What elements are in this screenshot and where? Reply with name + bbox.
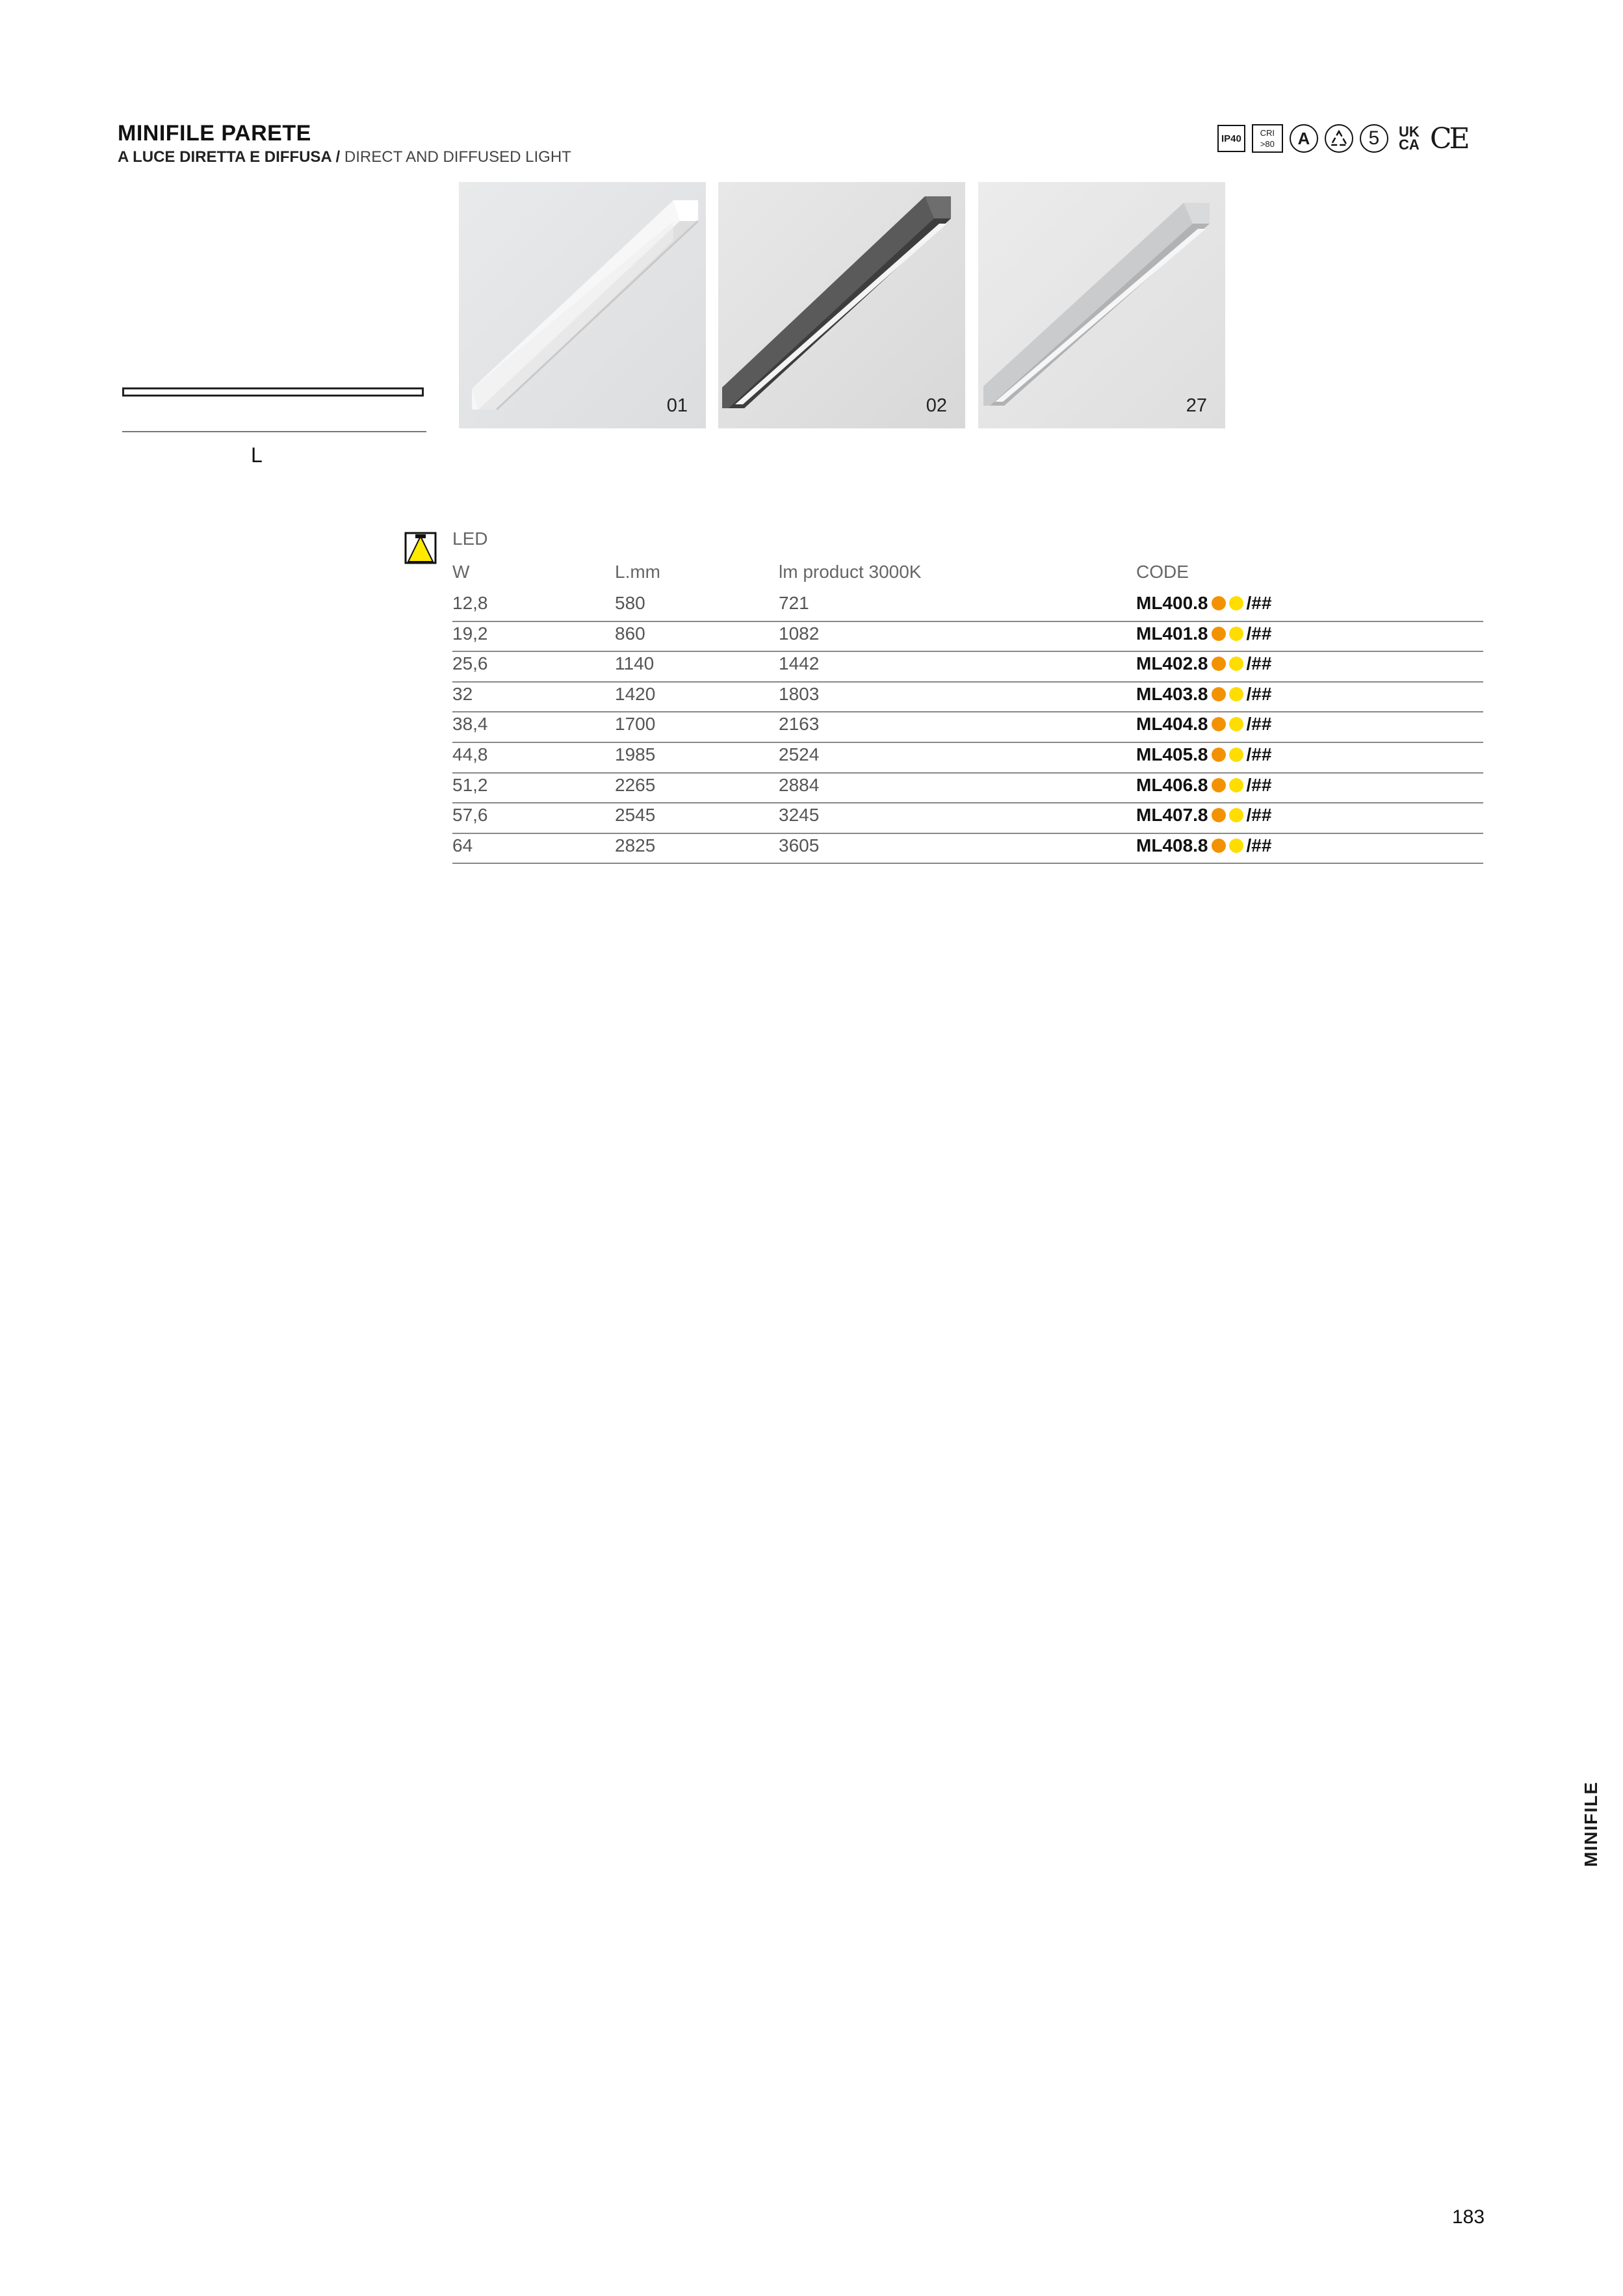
code-suffix: /## xyxy=(1246,593,1272,613)
cell-watt: 12,8 xyxy=(452,593,488,613)
grey-lamp-image xyxy=(978,182,1225,428)
finish-photo-white xyxy=(459,182,706,428)
recycle-triangle-icon xyxy=(1329,129,1349,148)
column-header-lumen: lm product 3000K xyxy=(779,562,922,582)
finish-code-01: 01 xyxy=(666,395,688,416)
cell-code xyxy=(1136,623,1271,644)
product-code: ML407.8 xyxy=(1136,805,1208,826)
subtitle-english: DIRECT AND DIFFUSED LIGHT xyxy=(344,148,571,166)
table-row xyxy=(452,803,1483,834)
cell-code xyxy=(1136,775,1271,796)
product-table xyxy=(452,592,1483,864)
cell-watt: 32 xyxy=(452,683,473,704)
orange-dot-icon xyxy=(1212,808,1226,822)
cell-lumen: 2884 xyxy=(779,774,820,795)
cell-watt: 38,4 xyxy=(452,714,488,735)
energy-class-a-icon: A xyxy=(1290,124,1318,153)
cell-lumen: 721 xyxy=(779,593,809,613)
code-suffix: /## xyxy=(1246,835,1272,855)
cell-code xyxy=(1136,714,1271,735)
certification-icons xyxy=(1217,121,1468,156)
ukca-icon xyxy=(1395,125,1423,151)
cell-length: 1140 xyxy=(615,653,655,674)
cell-code xyxy=(1136,744,1271,765)
table-row xyxy=(452,652,1483,683)
cell-lumen: 1803 xyxy=(779,683,820,704)
page-number: 183 xyxy=(1452,2206,1485,2228)
cell-lumen: 2524 xyxy=(779,744,820,764)
yellow-dot-icon xyxy=(1229,627,1243,641)
yellow-dot-icon xyxy=(1229,657,1243,671)
product-code: ML400.8 xyxy=(1136,593,1208,613)
cell-watt: 44,8 xyxy=(452,744,488,764)
product-code: ML404.8 xyxy=(1136,714,1208,735)
ce-icon: CE xyxy=(1429,122,1468,155)
code-suffix: /## xyxy=(1246,714,1272,735)
cell-code xyxy=(1136,805,1271,826)
cell-lumen: 1442 xyxy=(779,653,820,674)
cell-length: 1700 xyxy=(615,714,656,735)
table-row xyxy=(452,743,1483,774)
white-lamp-image xyxy=(459,182,706,428)
dimension-label: L xyxy=(251,443,263,467)
orange-dot-icon xyxy=(1212,717,1226,731)
yellow-dot-icon xyxy=(1229,717,1243,731)
subtitle-italian: A LUCE DIRETTA E DIFFUSA / xyxy=(118,148,341,166)
code-suffix: /## xyxy=(1246,623,1272,644)
table-row xyxy=(452,592,1483,622)
orange-dot-icon xyxy=(1212,657,1226,671)
dimension-line xyxy=(122,431,426,432)
light-source-label: LED xyxy=(452,528,488,549)
code-suffix: /## xyxy=(1246,805,1272,826)
cell-lumen: 1082 xyxy=(779,623,820,644)
orange-dot-icon xyxy=(1212,839,1226,853)
yellow-dot-icon xyxy=(1229,596,1243,610)
cri-icon xyxy=(1252,124,1283,153)
column-header-watt: W xyxy=(452,562,470,582)
finish-code-27: 27 xyxy=(1186,395,1207,416)
ukca-top: UK xyxy=(1398,124,1420,140)
cell-code xyxy=(1136,684,1271,705)
lamp-side-view-drawing xyxy=(122,387,424,397)
cell-lumen: 3245 xyxy=(779,805,820,826)
table-row xyxy=(452,683,1483,713)
recycle-icon xyxy=(1325,124,1353,153)
product-code: ML405.8 xyxy=(1136,744,1208,764)
code-suffix: /## xyxy=(1246,774,1272,795)
cell-length: 1420 xyxy=(615,683,656,704)
code-suffix: /## xyxy=(1246,653,1272,674)
finish-photo-anthracite xyxy=(718,182,965,428)
cell-length: 1985 xyxy=(615,744,656,764)
orange-dot-icon xyxy=(1212,748,1226,762)
warranty-5-years-icon: 5 xyxy=(1360,124,1388,153)
cell-length: 2545 xyxy=(615,805,656,826)
orange-dot-icon xyxy=(1212,778,1226,792)
cell-watt: 57,6 xyxy=(452,805,488,826)
finish-code-02: 02 xyxy=(926,395,947,416)
cell-watt: 19,2 xyxy=(452,623,488,644)
cell-lumen: 2163 xyxy=(779,714,820,735)
cell-code xyxy=(1136,835,1271,856)
orange-dot-icon xyxy=(1212,627,1226,641)
product-subtitle xyxy=(118,148,571,166)
product-code: ML401.8 xyxy=(1136,623,1208,644)
product-code: ML403.8 xyxy=(1136,683,1208,704)
finish-photo-grey xyxy=(978,182,1225,428)
column-header-code: CODE xyxy=(1136,562,1189,582)
product-title: MINIFILE PARETE xyxy=(118,121,311,146)
section-side-tab: MINIFILE xyxy=(1581,1781,1601,1867)
cell-watt: 25,6 xyxy=(452,653,488,674)
cell-length: 580 xyxy=(615,593,645,613)
code-suffix: /## xyxy=(1246,744,1272,764)
product-code: ML402.8 xyxy=(1136,653,1208,674)
table-row xyxy=(452,774,1483,804)
cri-value: >80 xyxy=(1260,139,1275,149)
yellow-dot-icon xyxy=(1229,778,1243,792)
product-code: ML408.8 xyxy=(1136,835,1208,855)
orange-dot-icon xyxy=(1212,687,1226,701)
led-source-icon xyxy=(404,532,437,564)
cell-watt: 51,2 xyxy=(452,774,488,795)
yellow-dot-icon xyxy=(1229,748,1243,762)
table-row xyxy=(452,712,1483,743)
ip40-icon: IP40 xyxy=(1217,125,1245,152)
cell-code xyxy=(1136,593,1271,614)
cell-length: 860 xyxy=(615,623,645,644)
yellow-dot-icon xyxy=(1229,687,1243,701)
cell-code xyxy=(1136,653,1271,674)
anthracite-lamp-image xyxy=(718,182,965,428)
cell-watt: 64 xyxy=(452,835,473,855)
yellow-dot-icon xyxy=(1229,808,1243,822)
orange-dot-icon xyxy=(1212,596,1226,610)
column-header-length: L.mm xyxy=(615,562,660,582)
table-row xyxy=(452,834,1483,865)
cell-length: 2825 xyxy=(615,835,656,855)
code-suffix: /## xyxy=(1246,683,1272,704)
product-code: ML406.8 xyxy=(1136,774,1208,795)
cri-label: CRI xyxy=(1260,128,1275,138)
yellow-dot-icon xyxy=(1229,839,1243,853)
cell-lumen: 3605 xyxy=(779,835,820,855)
cell-length: 2265 xyxy=(615,774,656,795)
ukca-bottom: CA xyxy=(1398,137,1420,153)
table-row xyxy=(452,622,1483,653)
